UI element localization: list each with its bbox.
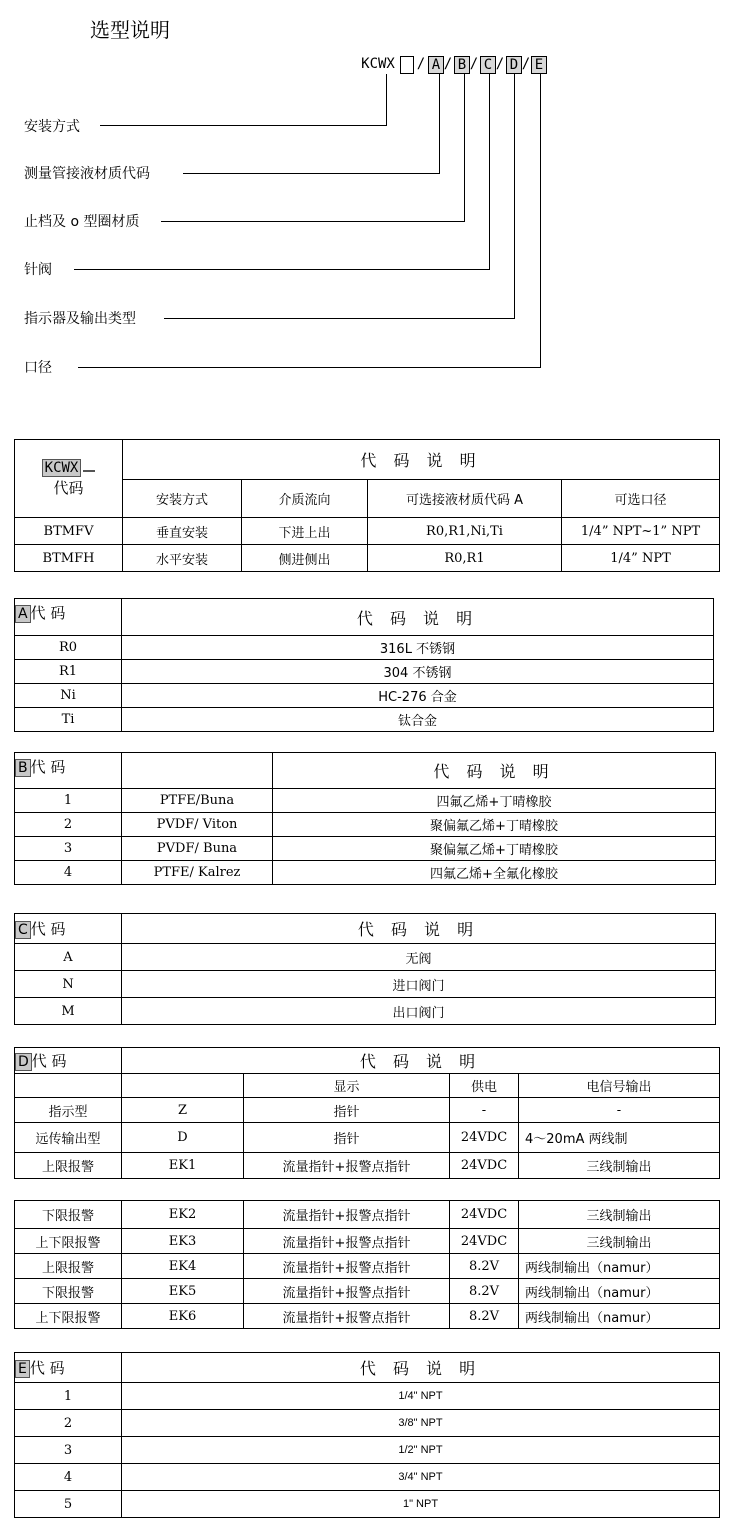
model-letter-a: A [428, 56, 444, 74]
table-b [14, 752, 716, 885]
leader-line [464, 74, 465, 222]
table-cell: - [519, 1098, 720, 1123]
table-header: 代 码 说 明 [273, 753, 716, 789]
table-cell: EK6 [122, 1304, 244, 1329]
code-label: 代 码 [29, 1359, 65, 1377]
blank-header [122, 1074, 244, 1098]
table-cell: 垂直安装 [123, 518, 242, 545]
leader-line [540, 74, 541, 368]
code-head-e [15, 1353, 122, 1383]
model-letter-e: E [531, 56, 547, 74]
model-letter-b: B [454, 56, 470, 74]
table-d [14, 1047, 720, 1179]
table-cell: 1/4” NPT~1” NPT [562, 518, 720, 545]
model-slash: / [521, 56, 531, 72]
table-cell: 8.2V [450, 1279, 519, 1304]
code-label: 代 码 [30, 758, 66, 776]
table-cell: 1/4” NPT [562, 545, 720, 572]
table-header: 代 码 说 明 [122, 1353, 720, 1383]
column-header: 显示 [244, 1074, 450, 1098]
table-cell: EK1 [122, 1153, 244, 1179]
table-cell: N [15, 971, 122, 998]
table-cell: 两线制输出（namur） [519, 1304, 720, 1329]
leader-line [78, 367, 540, 368]
table-cell: 2 [15, 1410, 122, 1437]
table-cell: BTMFH [15, 545, 123, 572]
table-cell: A [15, 944, 122, 971]
column-header: 介质流向 [242, 480, 368, 518]
table-cell: 上下限报警 [15, 1229, 122, 1254]
leader-line [386, 74, 387, 126]
table-cell: 1 [15, 789, 122, 813]
table-header: 代 码 说 明 [122, 1048, 720, 1074]
model-slash: / [469, 56, 479, 72]
table-cell: EK2 [122, 1201, 244, 1229]
table-cell: 流量指针+报警点指针 [244, 1229, 450, 1254]
table-cell: 出口阀门 [122, 998, 716, 1025]
table-cell: 4 [15, 861, 122, 885]
leader-line [74, 269, 489, 270]
kcwx-box [83, 470, 95, 472]
table-cell: 三线制输出 [519, 1229, 720, 1254]
table-cell: 钛合金 [122, 708, 714, 732]
kcwx-tag: KCWX [42, 459, 82, 477]
table-cell: 1/4" NPT [122, 1383, 720, 1410]
leader-line [164, 318, 514, 319]
table-cell: 24VDC [450, 1201, 519, 1229]
table-header: 代 码 说 明 [122, 599, 714, 636]
table-cell: 聚偏氟乙烯+丁晴橡胶 [273, 837, 716, 861]
table-cell: 24VDC [450, 1229, 519, 1254]
table-cell: - [450, 1098, 519, 1123]
code-label: 代 码 [30, 604, 66, 622]
code-label: 代码 [53, 479, 84, 497]
code-head-d [15, 1048, 122, 1074]
column-header: 供电 [450, 1074, 519, 1098]
model-slash: / [416, 56, 426, 72]
table-cell: D [122, 1123, 244, 1153]
table-cell: 两线制输出（namur） [519, 1279, 720, 1304]
table-cell: EK3 [122, 1229, 244, 1254]
table-cell: 水平安装 [123, 545, 242, 572]
table-header: 代 码 说 明 [122, 914, 716, 944]
tag-d: D [15, 1053, 32, 1071]
code-head-b [15, 753, 122, 789]
table-cell: 侧进侧出 [242, 545, 368, 572]
table-cell: 四氟乙烯+全氟化橡胶 [273, 861, 716, 885]
leader-line [514, 74, 515, 319]
table-cell: 流量指针+报警点指针 [244, 1304, 450, 1329]
table-cell: 上下限报警 [15, 1304, 122, 1329]
table-cell: 两线制输出（namur） [519, 1254, 720, 1279]
legend-install: 安装方式 [24, 119, 80, 135]
table-cell: 1/2" NPT [122, 1437, 720, 1464]
tag-c: C [15, 921, 31, 939]
table-cell: 流量指针+报警点指针 [244, 1201, 450, 1229]
table-cell: 3/4" NPT [122, 1464, 720, 1491]
column-header: 可选接液材质代码 A [368, 480, 562, 518]
column-header: 安装方式 [123, 480, 242, 518]
table-cell: 下限报警 [15, 1201, 122, 1229]
table-cell: Ni [15, 684, 122, 708]
table-cell: 1 [15, 1383, 122, 1410]
table-cell: 四氟乙烯+丁晴橡胶 [273, 789, 716, 813]
table-cell: 3/8" NPT [122, 1410, 720, 1437]
table-d-continued [14, 1200, 720, 1329]
blank-header [15, 1074, 122, 1098]
leader-line [439, 74, 440, 174]
model-letter-d: D [506, 56, 522, 74]
table-cell: R0,R1 [368, 545, 562, 572]
table-cell: PTFE/Buna [122, 789, 273, 813]
table-cell: 上限报警 [15, 1153, 122, 1179]
table-cell: 5 [15, 1491, 122, 1518]
table-cell: M [15, 998, 122, 1025]
table-cell: 三线制输出 [519, 1201, 720, 1229]
table-cell: 无阀 [122, 944, 716, 971]
column-header: 可选口径 [562, 480, 720, 518]
model-install-box [400, 56, 414, 74]
table-cell: 4～20mA 两线制 [519, 1123, 720, 1153]
table-e [14, 1352, 720, 1518]
table-cell: 聚偏氟乙烯+丁晴橡胶 [273, 813, 716, 837]
table-cell: PTFE/ Kalrez [122, 861, 273, 885]
table-cell: 3 [15, 1437, 122, 1464]
table-cell: 指针 [244, 1123, 450, 1153]
table-cell: 上限报警 [15, 1254, 122, 1279]
table-cell: 304 不锈钢 [122, 660, 714, 684]
table-cell: R1 [15, 660, 122, 684]
code-label: 代 码 [30, 920, 66, 938]
legend-valve: 针阀 [24, 262, 52, 278]
table-cell: 进口阀门 [122, 971, 716, 998]
table-cell: 8.2V [450, 1304, 519, 1329]
leader-line [100, 125, 386, 126]
table-cell: 下进上出 [242, 518, 368, 545]
code-head-c [15, 914, 122, 944]
table-cell: EK4 [122, 1254, 244, 1279]
code-label: 代 码 [31, 1052, 67, 1070]
table-cell: 流量指针+报警点指针 [244, 1254, 450, 1279]
tag-b: B [15, 759, 31, 777]
table-cell: 三线制输出 [519, 1153, 720, 1179]
table-cell: 流量指针+报警点指针 [244, 1279, 450, 1304]
tag-a: A [15, 605, 31, 623]
model-prefix: KCWX [361, 56, 395, 72]
column-header: 电信号输出 [519, 1074, 720, 1098]
table-cell: 远传输出型 [15, 1123, 122, 1153]
table-cell: 指示型 [15, 1098, 122, 1123]
table-a [14, 598, 714, 732]
leader-line [183, 173, 439, 174]
table-cell: Z [122, 1098, 244, 1123]
table-cell: 4 [15, 1464, 122, 1491]
table-cell: 流量指针+报警点指针 [244, 1153, 450, 1179]
table-cell: HC-276 合金 [122, 684, 714, 708]
table-c [14, 913, 716, 1025]
table-header: 代 码 说 明 [123, 440, 720, 480]
table-cell: 2 [15, 813, 122, 837]
main-code-table [14, 439, 720, 572]
table-cell: 24VDC [450, 1123, 519, 1153]
code-head-a [15, 599, 122, 636]
legend-material: 测量管接液材质代码 [24, 166, 150, 182]
legend-indicator: 指示器及输出类型 [24, 311, 136, 327]
model-slash: / [443, 56, 453, 72]
table-cell: 指针 [244, 1098, 450, 1123]
table-cell: BTMFV [15, 518, 123, 545]
table-cell: 316L 不锈钢 [122, 636, 714, 660]
table-cell: R0,R1,Ni,Ti [368, 518, 562, 545]
legend-caliber: 口径 [24, 360, 52, 376]
table-cell: Ti [15, 708, 122, 732]
leader-line [161, 221, 464, 222]
blank-header [122, 753, 273, 789]
table-cell: 3 [15, 837, 122, 861]
tag-e: E [15, 1360, 30, 1378]
page-title: 选型说明 [90, 18, 170, 42]
table-cell: 8.2V [450, 1254, 519, 1279]
table-cell: PVDF/ Buna [122, 837, 273, 861]
table-cell: R0 [15, 636, 122, 660]
model-letter-c: C [480, 56, 496, 74]
code-cell [15, 440, 123, 518]
table-cell: 24VDC [450, 1153, 519, 1179]
legend-stop-oring: 止档及 o 型圈材质 [24, 214, 140, 230]
table-cell: EK5 [122, 1279, 244, 1304]
leader-line [489, 74, 490, 270]
model-slash: / [495, 56, 505, 72]
table-cell: 1" NPT [122, 1491, 720, 1518]
table-cell: PVDF/ Viton [122, 813, 273, 837]
table-cell: 下限报警 [15, 1279, 122, 1304]
